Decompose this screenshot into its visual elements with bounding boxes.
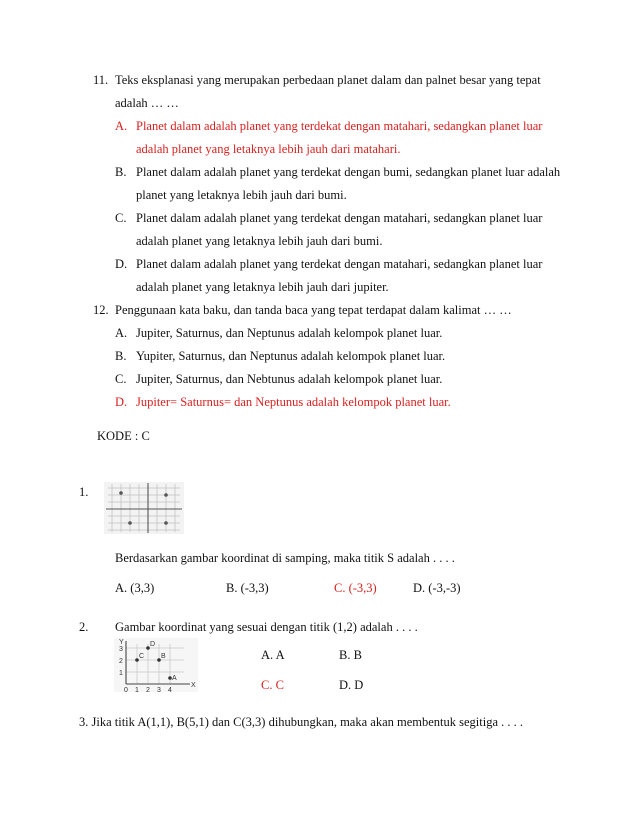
m2-option-a: A. A bbox=[261, 648, 285, 662]
m1-stem: Berdasarkan gambar koordinat di samping, maka titik S adalah . . . . bbox=[115, 551, 455, 565]
q11-option-b-line1: Planet dalam adalah planet yang terdekat dengan bumi, sedangkan planet luar adalah bbox=[136, 165, 561, 179]
q12-option-a: Jupiter, Saturnus, dan Neptunus adalah kelompok planet luar. bbox=[136, 326, 443, 340]
m2-number: 2. bbox=[79, 620, 89, 634]
coordinate-grid-figure-2 bbox=[114, 638, 198, 692]
q11-option-a-line2: adalah planet yang letaknya lebih jauh dari matahari. bbox=[136, 142, 401, 156]
q12-option-c: Jupiter, Saturnus, dan Nebtunus adalah kelompok planet luar. bbox=[136, 372, 443, 386]
m2-option-d: D. D bbox=[339, 678, 364, 692]
m1-number: 1. bbox=[79, 485, 89, 499]
fig2-x-tick: 3 bbox=[157, 687, 161, 692]
fig2-y-axis-label: Y bbox=[119, 639, 124, 646]
q12-option-d-letter: D. bbox=[115, 395, 128, 409]
m3-stem: 3. Jika titik A(1,1), B(5,1) dan C(3,3) dihubungkan, maka akan membentuk segitiga . . . . bbox=[79, 715, 524, 729]
fig2-point-label: B bbox=[161, 653, 166, 660]
q11-number: 11. bbox=[93, 73, 109, 87]
q12-number: 12. bbox=[93, 303, 109, 317]
q11-option-d-line2: adalah planet yang letaknya lebih jauh dari jupiter. bbox=[136, 280, 389, 294]
q11-option-b-letter: B. bbox=[115, 165, 127, 179]
q11-option-b-line2: planet yang letaknya lebih jauh dari bumi. bbox=[136, 188, 347, 202]
fig2-point-label: C bbox=[139, 653, 145, 660]
m2-option-b: B. B bbox=[339, 648, 362, 662]
fig2-point-label: D bbox=[150, 641, 156, 648]
q11-option-c-line2: adalah planet yang letaknya lebih jauh dari bumi. bbox=[136, 234, 383, 248]
q12-option-a-letter: A. bbox=[115, 326, 128, 340]
m1-option-b: B. (-3,3) bbox=[226, 581, 269, 595]
q12-option-d: Jupiter= Saturnus= dan Neptunus adalah kelompok planet luar. bbox=[136, 395, 451, 409]
q11-option-a-letter: A. bbox=[115, 119, 128, 133]
m1-option-a: A. (3,3) bbox=[115, 581, 155, 595]
fig2-y-tick: 1 bbox=[119, 670, 123, 677]
fig2-x-tick: 1 bbox=[135, 687, 139, 692]
q11-option-c-line1: Planet dalam adalah planet yang terdekat dengan matahari, sedangkan planet luar bbox=[136, 211, 543, 225]
q11-option-d-letter: D. bbox=[115, 257, 128, 271]
q11-option-a-line1: Planet dalam adalah planet yang terdekat dengan matahari, sedangkan planet luar bbox=[136, 119, 543, 133]
q12-option-c-letter: C. bbox=[115, 372, 127, 386]
fig2-y-tick: 3 bbox=[119, 646, 123, 653]
m1-option-c: C. (-3,3) bbox=[334, 581, 377, 595]
fig2-x-tick: 2 bbox=[146, 687, 150, 692]
q11-stem-line1: Teks eksplanasi yang merupakan perbedaan planet dalam dan palnet besar yang tepat bbox=[115, 73, 541, 87]
fig2-x-tick: 4 bbox=[168, 687, 172, 692]
q11-option-c-letter: C. bbox=[115, 211, 127, 225]
q12-stem: Penggunaan kata baku, dan tanda baca yang tepat terdapat dalam kalimat … … bbox=[115, 303, 512, 317]
q12-option-b-letter: B. bbox=[115, 349, 127, 363]
fig2-x-tick: 0 bbox=[124, 687, 128, 692]
q12-option-b: Yupiter, Saturnus, dan Neptunus adalah kelompok planet luar. bbox=[136, 349, 446, 363]
m2-stem: Gambar koordinat yang sesuai dengan titik (1,2) adalah . . . . bbox=[115, 620, 418, 634]
fig2-point-label: A bbox=[172, 675, 177, 682]
q11-stem-line2: adalah … … bbox=[115, 96, 179, 110]
q11-option-d-line1: Planet dalam adalah planet yang terdekat dengan matahari, sedangkan planet luar bbox=[136, 257, 543, 271]
fig2-x-axis-label: X bbox=[191, 682, 196, 689]
m2-option-c: C. C bbox=[261, 678, 284, 692]
coordinate-grid-figure-1 bbox=[104, 482, 184, 534]
fig2-y-tick: 2 bbox=[119, 658, 123, 665]
answer-code: KODE : C bbox=[97, 429, 150, 443]
m1-option-d: D. (-3,-3) bbox=[413, 581, 461, 595]
